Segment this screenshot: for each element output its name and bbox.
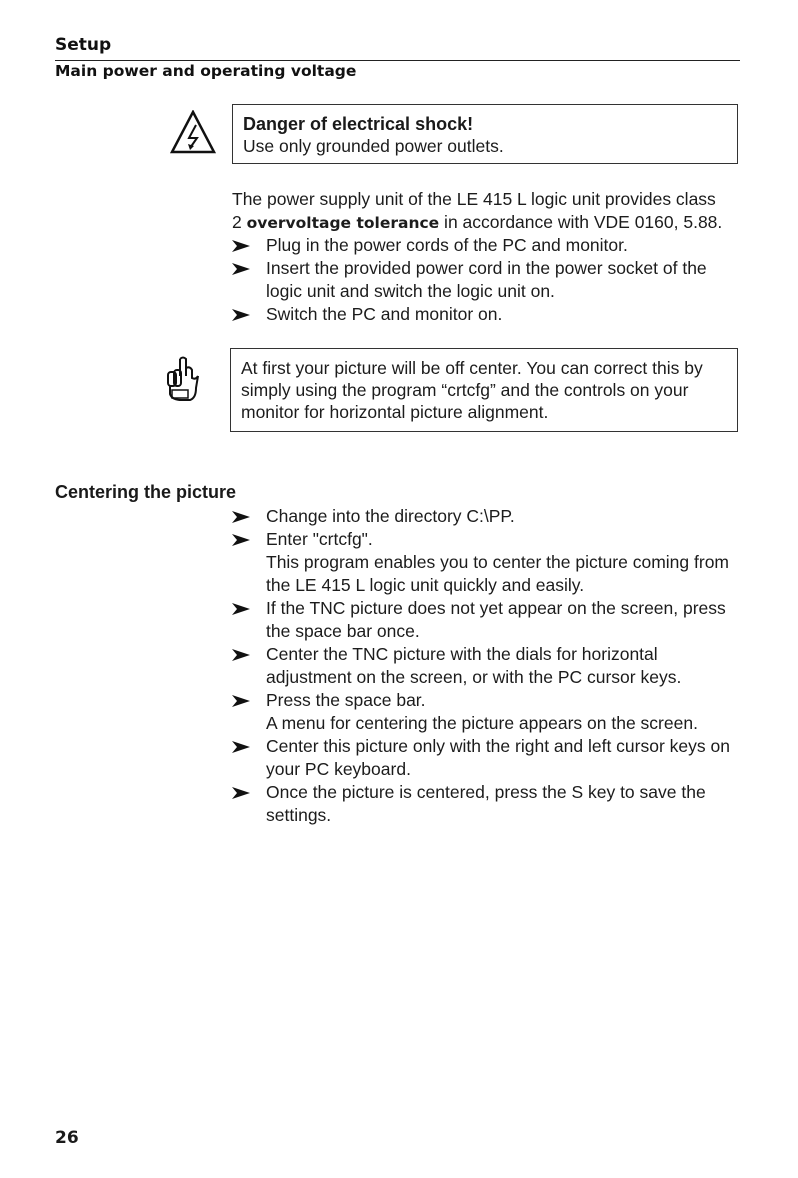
subsection-title: Main power and operating voltage	[55, 62, 357, 80]
list-item	[232, 303, 742, 326]
header-rule	[55, 60, 740, 61]
intro-line-2	[232, 211, 742, 235]
step-text: If the TNC picture does not yet appear on the screen, press the space bar once.	[266, 598, 726, 641]
step-note: A menu for centering the picture appears on the screen.	[266, 713, 698, 733]
list-item	[232, 689, 742, 712]
step-text: Insert the provided power cord in the power socket of the logic unit and switch the logic unit on.	[266, 258, 707, 301]
arrow-bullet-icon	[232, 528, 266, 546]
power-steps-list	[232, 234, 742, 326]
list-item	[232, 643, 742, 689]
step-text: Center the TNC picture with the dials for horizontal adjustment on the screen, or with the PC cursor keys.	[266, 644, 682, 687]
centering-steps-list	[232, 505, 742, 827]
section-title: Setup	[55, 35, 112, 55]
arrow-bullet-icon	[232, 257, 266, 275]
arrow-bullet-icon	[232, 505, 266, 523]
list-item	[232, 505, 742, 528]
list-item	[232, 257, 742, 303]
step-text: Enter "crtcfg".	[266, 529, 373, 549]
arrow-bullet-icon	[232, 735, 266, 753]
list-item	[232, 735, 742, 781]
centering-heading: Centering the picture	[55, 482, 237, 502]
arrow-bullet-icon	[232, 689, 266, 707]
arrow-bullet-icon	[232, 234, 266, 252]
lightning-warning-icon	[170, 110, 216, 154]
step-text: Center this picture only with the right and left cursor keys on your PC keyboard.	[266, 736, 730, 779]
list-item	[232, 781, 742, 827]
step-text: Once the picture is centered, press the S key to save the settings.	[266, 782, 706, 825]
step-text: Switch the PC and monitor on.	[266, 304, 503, 324]
danger-box	[232, 104, 738, 164]
step-text: Press the space bar.	[266, 690, 426, 710]
arrow-bullet-icon	[232, 597, 266, 615]
danger-text: Use only grounded power outlets.	[243, 136, 504, 156]
list-item	[232, 597, 742, 643]
intro-paragraph	[232, 188, 742, 235]
step-text: Plug in the power cords of the PC and monitor.	[266, 235, 628, 255]
arrow-bullet-icon	[232, 781, 266, 799]
arrow-bullet-icon	[232, 303, 266, 321]
list-item	[232, 234, 742, 257]
danger-title: Danger of electrical shock!	[243, 114, 474, 134]
intro-suffix: in accordance with VDE 0160, 5.88.	[439, 212, 723, 232]
arrow-bullet-icon	[232, 643, 266, 661]
list-item	[232, 528, 742, 551]
step-text: Change into the directory C:\PP.	[266, 506, 515, 526]
note-box	[230, 348, 738, 432]
intro-line-1: The power supply unit of the LE 415 L logic unit provides class	[232, 189, 716, 209]
note-text: At first your picture will be off center. You can correct this by simply using the program “crtcfg” and the controls on your monitor for horizontal picture alignment.	[241, 358, 703, 422]
overvoltage-term: overvoltage tolerance	[246, 214, 440, 232]
step-note: This program enables you to center the picture coming from the LE 415 L logic unit quickly and easily.	[266, 552, 729, 595]
page-number: 26	[55, 1128, 79, 1148]
intro-prefix: 2	[232, 212, 247, 232]
pointing-hand-icon	[166, 356, 202, 402]
